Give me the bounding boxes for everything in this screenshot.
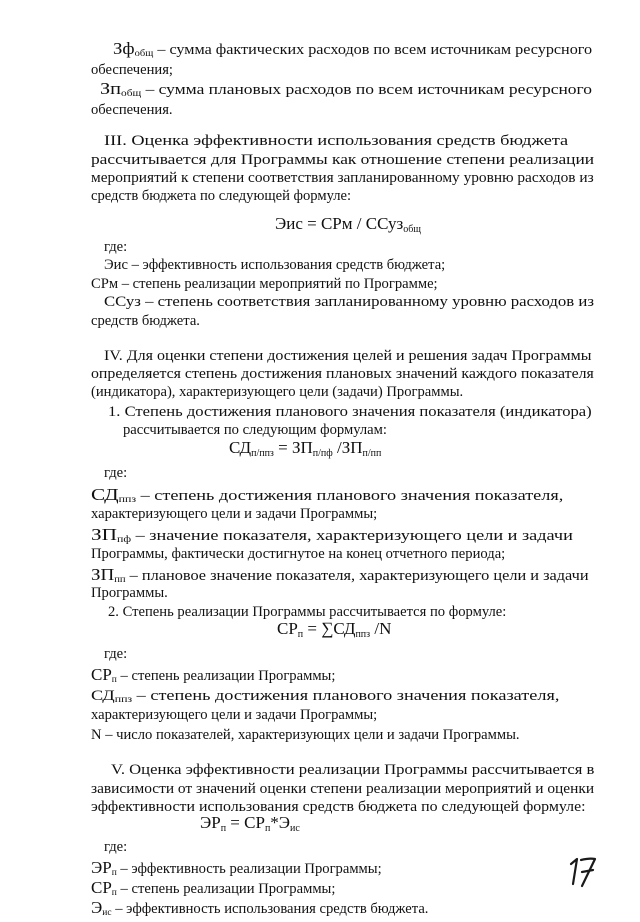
formula-sd-eq: = ЗП xyxy=(273,438,313,457)
formula-erp-eq: = СР xyxy=(226,813,265,832)
zp-symbol: Зп xyxy=(100,79,122,98)
page-number-handwritten xyxy=(568,850,602,892)
formula-sd-symbol: СД xyxy=(229,438,252,457)
zppf-symbol: ЗП xyxy=(91,525,117,544)
item-2-heading: 2. Степень реализации Программы рассчитывается по формуле: xyxy=(108,604,507,620)
formula-srp-tail: /N xyxy=(370,619,392,638)
zp-definition xyxy=(100,80,592,103)
item-1-heading: 1. Степень достижения планового значения показателя (индикатора) xyxy=(108,404,592,420)
sd2-subscript: ппз xyxy=(114,695,133,705)
eis2-definition-text: – эффективность использования средств бюджета. xyxy=(111,901,429,917)
formula-erp-sr-subscript: п xyxy=(264,823,271,834)
zf-definition-text: – сумма фактических расходов по всем источникам ресурсного xyxy=(153,42,593,58)
definition-sd-2 xyxy=(91,688,559,709)
formula-erp xyxy=(200,814,300,837)
zppp-symbol: ЗП xyxy=(91,565,115,584)
srp2-symbol: СР xyxy=(91,878,112,897)
formula-eis-main: Эис = СРм / ССуз xyxy=(275,214,404,233)
zppp-subscript: пп xyxy=(114,575,126,585)
text-line: обеспечения; xyxy=(91,62,173,78)
definition-srp xyxy=(91,666,335,689)
zppp-definition-text: – плановое значение показателя, характеризующего цели и задачи xyxy=(125,568,589,584)
section-iii-heading: III. Оценка эффективности использования средств бюджета xyxy=(104,133,569,149)
definition-ssuz: ССуз – степень соответствия запланированному уровню расходов из xyxy=(104,294,594,310)
definition-eis-2 xyxy=(91,899,428,922)
zf-definition xyxy=(113,40,592,63)
sd2-symbol: СД xyxy=(91,688,115,704)
handwritten-17-mark xyxy=(571,859,595,886)
formula-srp-sum: = ∑СД xyxy=(303,619,356,638)
zppf-definition-text: – значение показателя, характеризующего цели и задачи xyxy=(131,528,573,544)
formula-zp-fact-subscript: п/пф xyxy=(312,448,333,459)
where-label: где: xyxy=(104,239,128,255)
formula-srp-subscript: п xyxy=(297,629,304,640)
srp2-definition-text: – степень реализации Программы; xyxy=(116,881,336,897)
formula-erp-mul: *Э xyxy=(270,813,291,832)
text-line: средств бюджета. xyxy=(91,313,200,329)
formula-sd-div: /ЗП xyxy=(332,438,363,457)
formula-srp-sd-subscript: ппз xyxy=(355,629,371,640)
erp-subscript: п xyxy=(111,868,117,878)
text-line: обеспечения. xyxy=(91,102,173,118)
text-line: характеризующего цели и задачи Программы; xyxy=(91,506,378,522)
formula-erp-subscript: п xyxy=(220,823,227,834)
srp-definition-text: – степень реализации Программы; xyxy=(116,668,336,684)
text-line: зависимости от значений оценки степени реализации мероприятий и оценки xyxy=(91,781,595,797)
text-line: характеризующего цели и задачи Программы; xyxy=(91,707,378,723)
text-line: Программы. xyxy=(91,585,168,601)
text-line: определяется степень достижения плановых значений каждого показателя xyxy=(91,366,594,382)
sd-subscript: ппз xyxy=(118,495,137,505)
eis2-symbol: Э xyxy=(91,898,103,917)
formula-srp xyxy=(277,620,391,643)
zp-definition-text: – сумма плановых расходов по всем источникам ресурсного xyxy=(141,82,592,98)
definition-srm: СРм – степень реализации мероприятий по Программе; xyxy=(91,276,438,292)
sd-symbol: СД xyxy=(91,485,119,504)
text-line: мероприятий к степени соответствия запланированному уровню расходов из xyxy=(91,170,594,186)
erp-definition-text: – эффективность реализации Программы; xyxy=(116,861,382,877)
eis2-subscript: ис xyxy=(102,908,112,918)
srp-subscript: п xyxy=(111,675,117,685)
formula-erp-symbol: ЭР xyxy=(200,813,221,832)
where-label: где: xyxy=(104,646,128,662)
formula-srp-symbol: СР xyxy=(277,619,298,638)
zppf-subscript: пф xyxy=(116,535,132,545)
sd-definition-text: – степень достижения планового значения показателя, xyxy=(136,488,564,504)
formula-erp-e-subscript: ис xyxy=(290,823,300,834)
section-iv-heading: IV. Для оценки степени достижения целей и решения задач Программы xyxy=(104,348,592,364)
section-v-heading: V. Оценка эффективности реализации Программы рассчитывается в xyxy=(111,762,595,778)
srp-symbol: СР xyxy=(91,665,112,684)
formula-sd xyxy=(229,439,381,462)
text-line: рассчитывается по следующим формулам: xyxy=(123,422,387,438)
definition-eis: Эис – эффективность использования средств бюджета; xyxy=(104,257,446,273)
sd2-definition-text: – степень достижения планового значения показателя, xyxy=(132,688,560,704)
where-label: где: xyxy=(104,465,128,481)
zf-symbol: Зф xyxy=(113,39,135,58)
text-line: Программы, фактически достигнутое на конец отчетного периода; xyxy=(91,546,506,562)
erp-symbol: ЭР xyxy=(91,858,112,877)
formula-sd-subscript: п/ппз xyxy=(251,448,274,459)
where-label: где: xyxy=(104,839,128,855)
formula-eis-subscript: общ xyxy=(403,224,421,235)
definition-n: N – число показателей, характеризующих цели и задачи Программы. xyxy=(91,727,520,743)
srp2-subscript: п xyxy=(111,888,117,898)
zf-subscript: общ xyxy=(134,49,154,59)
text-line: средств бюджета по следующей формуле: xyxy=(91,188,352,204)
text-line: рассчитывается для Программы как отношение степени реализации xyxy=(91,152,595,168)
text-line: (индикатора), характеризующего цели (задачи) Программы. xyxy=(91,384,464,400)
formula-eis xyxy=(275,215,421,238)
zp-subscript: общ xyxy=(121,89,142,99)
formula-zp-plan-subscript: п/пп xyxy=(362,448,382,459)
text-line: эффективности использования средств бюджета по следующей формуле: xyxy=(91,799,586,815)
